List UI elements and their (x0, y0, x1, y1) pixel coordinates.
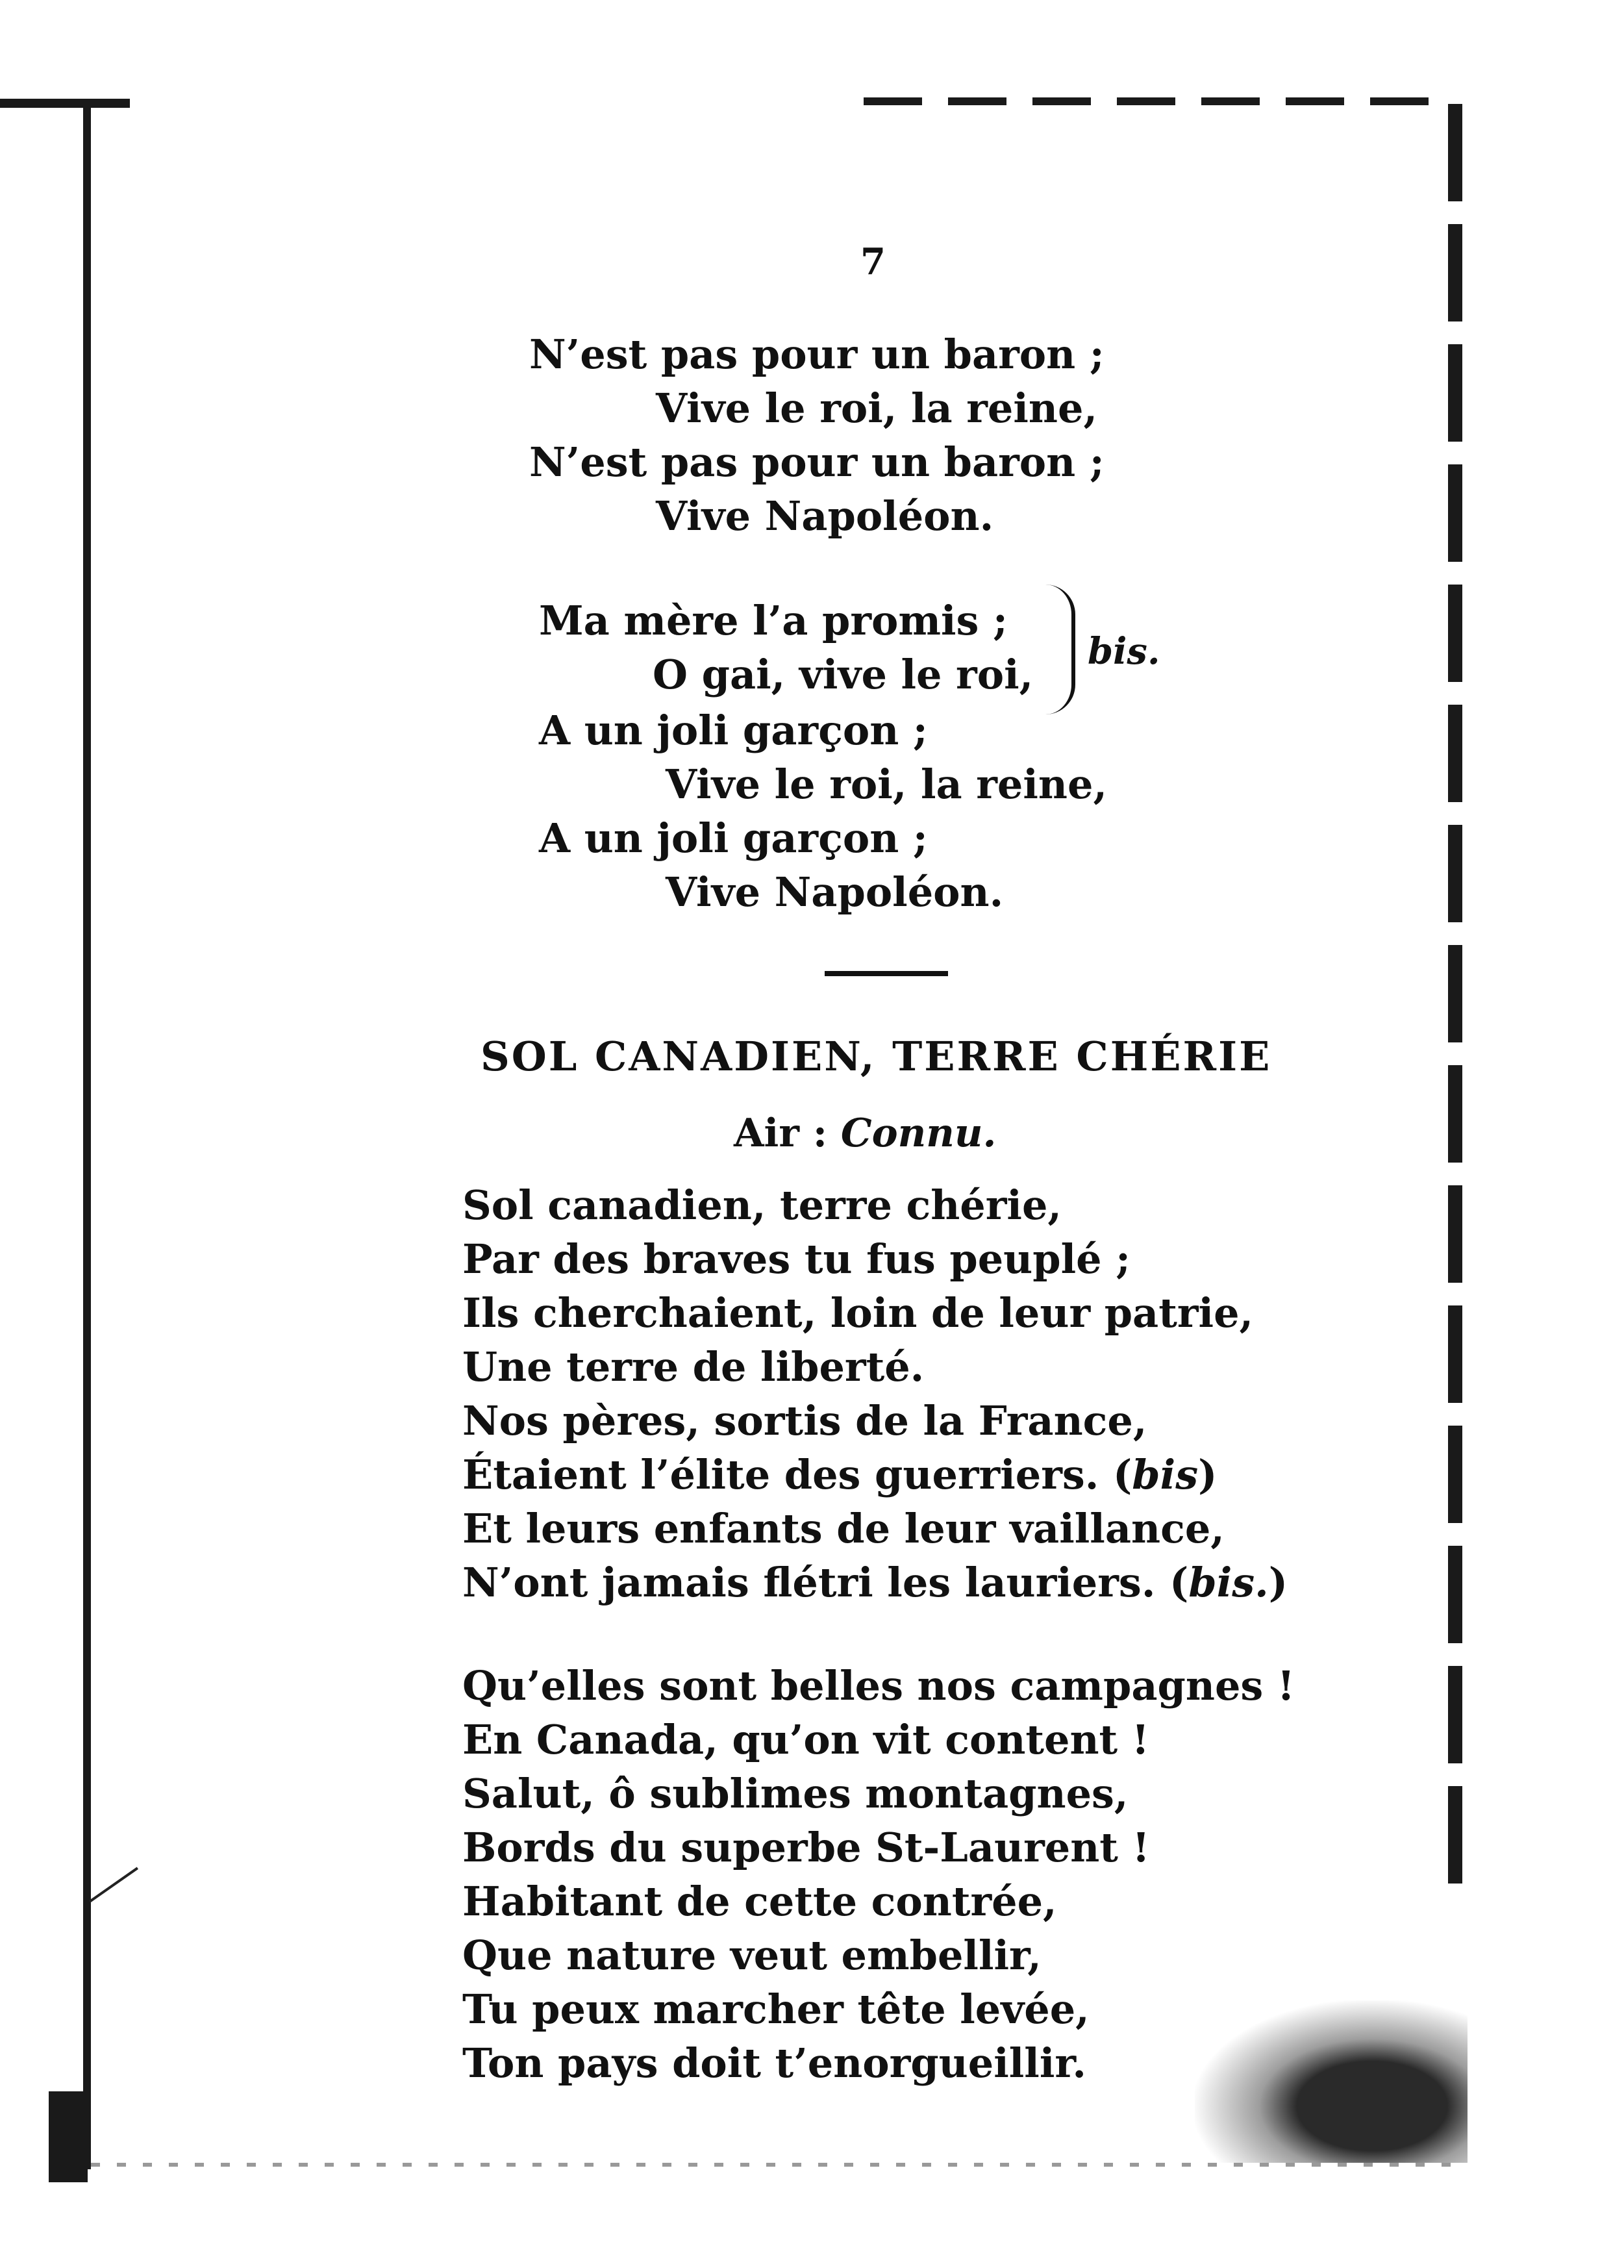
verse-2-line-3: Salut, ô sublimes montagnes, (462, 1770, 1129, 1817)
verse-1-line-1: Sol canadien, terre chérie, (462, 1181, 1062, 1229)
verse-1-line-7: Et leurs enfants de leur vaillance, (462, 1505, 1225, 1552)
scan-edge-top-left (0, 99, 130, 108)
scan-edge-right (1448, 104, 1462, 1896)
song-title: SOL CANADIEN, TERRE CHÉRIE (481, 1033, 1272, 1080)
repeat-brace (1045, 585, 1075, 714)
stanza-b-line-6: Vive Napoléon. (666, 868, 1004, 916)
scan-edge-left-foot (49, 2091, 88, 2182)
verse-2-line-1: Qu’elles sont belles nos campagnes ! (462, 1662, 1295, 1709)
stanza-a-line-1: N’est pas pour un baron ; (529, 331, 1105, 378)
verse-1-line-3: Ils cherchaient, loin de leur patrie, (462, 1289, 1254, 1337)
scan-edge-left (83, 104, 91, 2169)
stanza-b-line-5: A un joli garçon ; (539, 814, 928, 862)
stray-pencil-mark (89, 1867, 138, 1903)
verse-1-bis-b: bis. (1188, 1559, 1269, 1606)
stanza-a-line-4: Vive Napoléon. (656, 492, 994, 540)
stanza-b-line-1: Ma mère l’a promis ; (539, 597, 1008, 644)
air-label: Air : (734, 1111, 827, 1156)
verse-1-close-b: ) (1268, 1559, 1288, 1606)
verse-1-line-4: Une terre de liberté. (462, 1343, 925, 1391)
section-divider (825, 971, 948, 976)
verse-1-line-8 (462, 1559, 1288, 1606)
stanza-a-line-3: N’est pas pour un baron ; (529, 438, 1105, 486)
scan-edge-bottom (91, 2163, 1455, 2167)
air-name: Connu. (840, 1111, 997, 1156)
verse-1-close-a: ) (1198, 1451, 1218, 1498)
verse-2-line-4: Bords du superbe St-Laurent ! (462, 1824, 1150, 1871)
repeat-label: bis. (1088, 630, 1160, 673)
verse-1-line-5: Nos pères, sortis de la France, (462, 1397, 1147, 1444)
verse-2-line-2: En Canada, qu’on vit content ! (462, 1716, 1149, 1763)
verse-1-line-6 (462, 1451, 1218, 1498)
verse-1-line-8-text: N’ont jamais flétri les lauriers. ( (462, 1559, 1189, 1606)
stanza-b-line-4: Vive le roi, la reine, (666, 761, 1108, 808)
verse-1-line-2: Par des braves tu fus peuplé ; (462, 1235, 1131, 1283)
verse-1-bis-a: bis (1132, 1451, 1199, 1498)
air-line (734, 1111, 996, 1156)
verse-2-line-5: Habitant de cette contrée, (462, 1878, 1057, 1925)
ink-smudge (1195, 2000, 1468, 2163)
verse-1-line-6-text: Étaient l’élite des guerriers. ( (462, 1451, 1132, 1498)
stanza-b-line-3: A un joli garçon ; (539, 707, 928, 754)
page-number: 7 (860, 240, 886, 283)
verse-2-line-8: Ton pays doit t’enorgueillir. (462, 2039, 1086, 2087)
stanza-b-line-2: O gai, vive le roi, (653, 651, 1034, 698)
verse-2-line-7: Tu peux marcher tête levée, (462, 1985, 1090, 2033)
scan-edge-top (864, 97, 1455, 105)
stanza-a-line-2: Vive le roi, la reine, (656, 384, 1098, 432)
verse-2-line-6: Que nature veut embellir, (462, 1932, 1042, 1979)
